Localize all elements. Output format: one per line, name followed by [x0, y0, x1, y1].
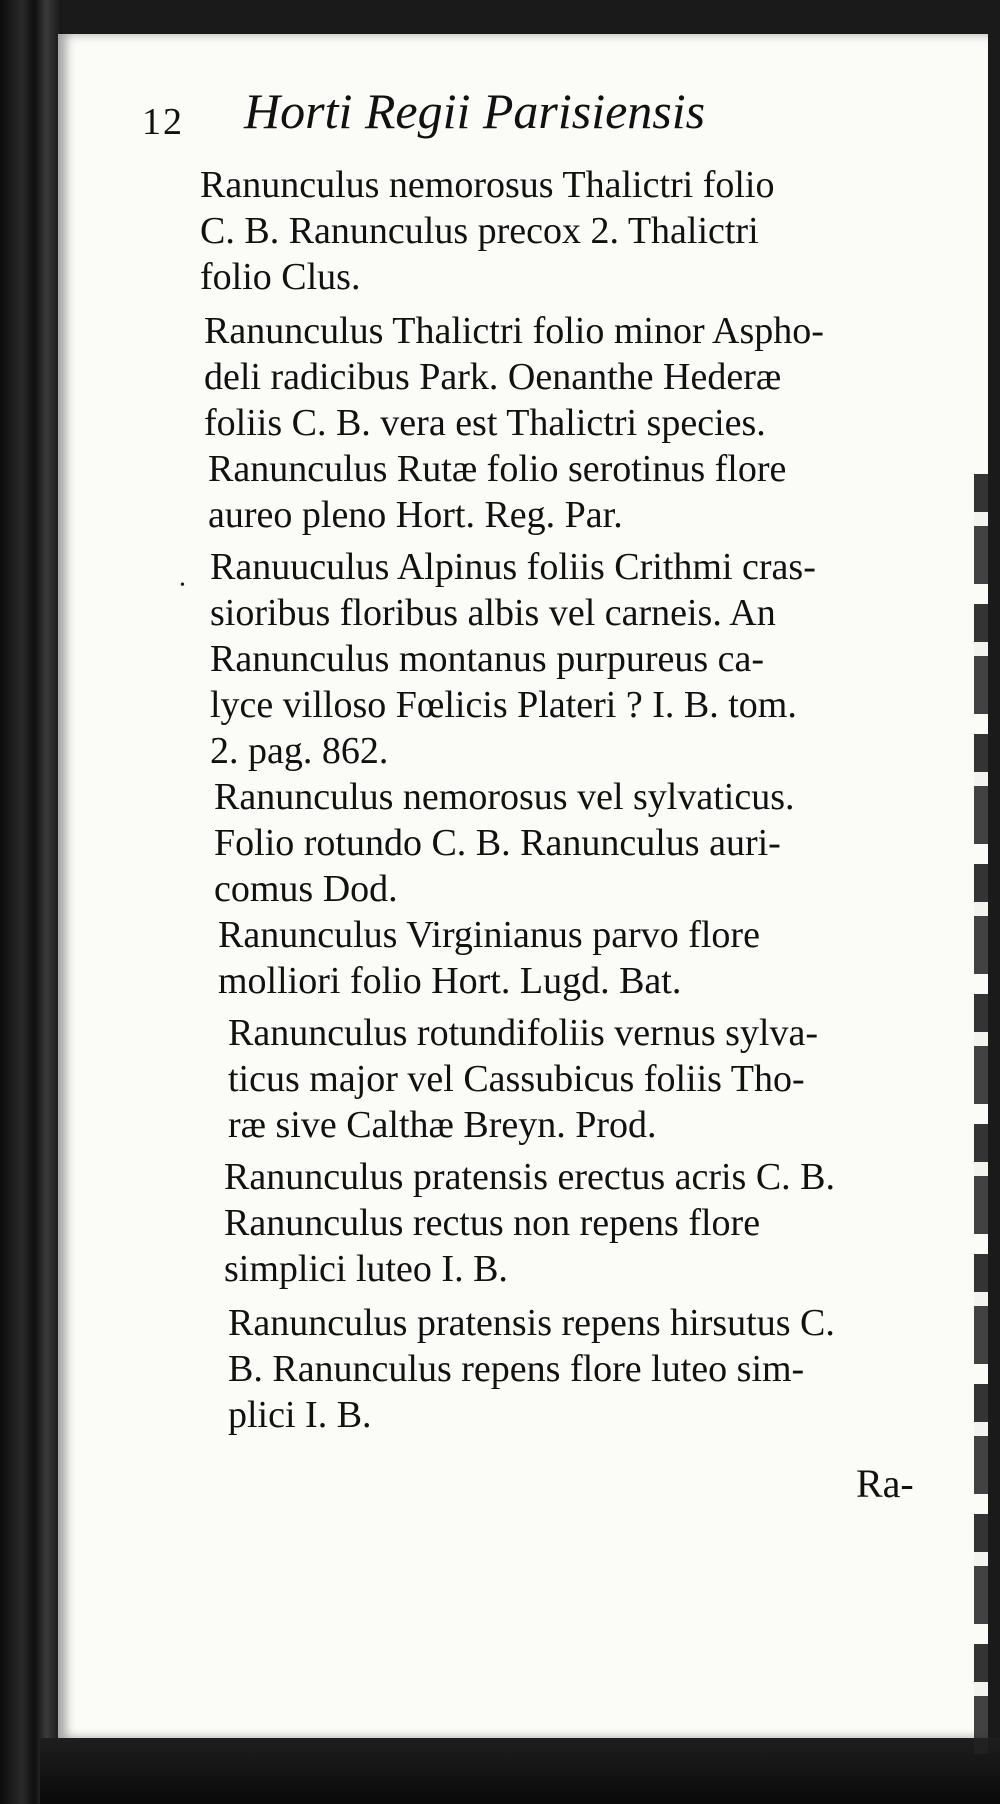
entry [208, 446, 920, 538]
entry-line: Ranunculus Rutæ folio serotinus flore [208, 448, 787, 490]
entry [200, 162, 920, 300]
entry-line: foliis C. B. vera est Thalictri species. [204, 402, 766, 444]
running-title: Horti Regii Parisiensis [244, 83, 706, 139]
entry-line: Ranunculus nemorosus vel sylvaticus. [214, 776, 795, 818]
entry-line: Ranunculus pratensis repens hirsutus C. [228, 1302, 835, 1344]
entry-line: sioribus floribus albis vel carneis. An [210, 592, 776, 634]
entry-line: Ranuuculus Alpinus foliis Crithmi cras- [210, 546, 816, 588]
entry-line: ræ sive Calthæ Breyn. Prod. [228, 1104, 657, 1146]
entry-line: Ranunculus rectus non repens flore [224, 1202, 761, 1244]
catchword: Ra- [856, 1461, 914, 1506]
margin-mark: • [180, 578, 185, 593]
entry [224, 1154, 920, 1292]
entry-line: comus Dod. [214, 868, 398, 910]
page-header [142, 82, 862, 162]
adjacent-page-edge [974, 474, 988, 1754]
entry-line: Ranunculus pratensis erectus acris C. B. [224, 1156, 836, 1198]
entry [228, 1010, 920, 1148]
entry [214, 774, 920, 912]
entry-line: molliori folio Hort. Lugd. Bat. [218, 960, 682, 1002]
entry-line: aureo pleno Hort. Reg. Par. [208, 494, 623, 536]
entry [204, 308, 920, 446]
scan-left-edge [0, 0, 62, 1804]
entry-line: Ranunculus montanus purpureus ca- [210, 638, 765, 680]
entry-line: lyce villoso Fœlicis Plateri ? I. B. tom. [210, 684, 797, 726]
page-number: 12 [142, 101, 184, 143]
entry-line: Ranunculus rotundifoliis vernus sylva- [228, 1012, 818, 1054]
entry [218, 912, 920, 1004]
entry-line: Ranunculus Thalictri folio minor Aspho- [204, 310, 824, 352]
entry-list [200, 162, 920, 1438]
entry-line: Folio rotundo C. B. Ranunculus auri- [214, 822, 781, 864]
entry-line: B. Ranunculus repens flore luteo sim- [228, 1348, 805, 1390]
entry-line: plici I. B. [228, 1394, 372, 1436]
entry-line: simplici luteo I. B. [224, 1248, 508, 1290]
entry [228, 1300, 920, 1438]
entry [210, 544, 920, 774]
entry-line: deli radicibus Park. Oenanthe Hederæ [204, 356, 782, 398]
entry-line: ticus major vel Cassubicus foliis Tho- [228, 1058, 805, 1100]
scan-bottom-edge [40, 1738, 1000, 1804]
entry-line: folio Clus. [200, 256, 361, 298]
entry-line: Ranunculus Virginianus parvo flore [218, 914, 760, 956]
entry-line: Ranunculus nemorosus Thalictri folio [200, 164, 775, 206]
entry-line: C. B. Ranunculus precox 2. Thalictri [200, 210, 759, 252]
entry-line: 2. pag. 862. [210, 730, 389, 772]
